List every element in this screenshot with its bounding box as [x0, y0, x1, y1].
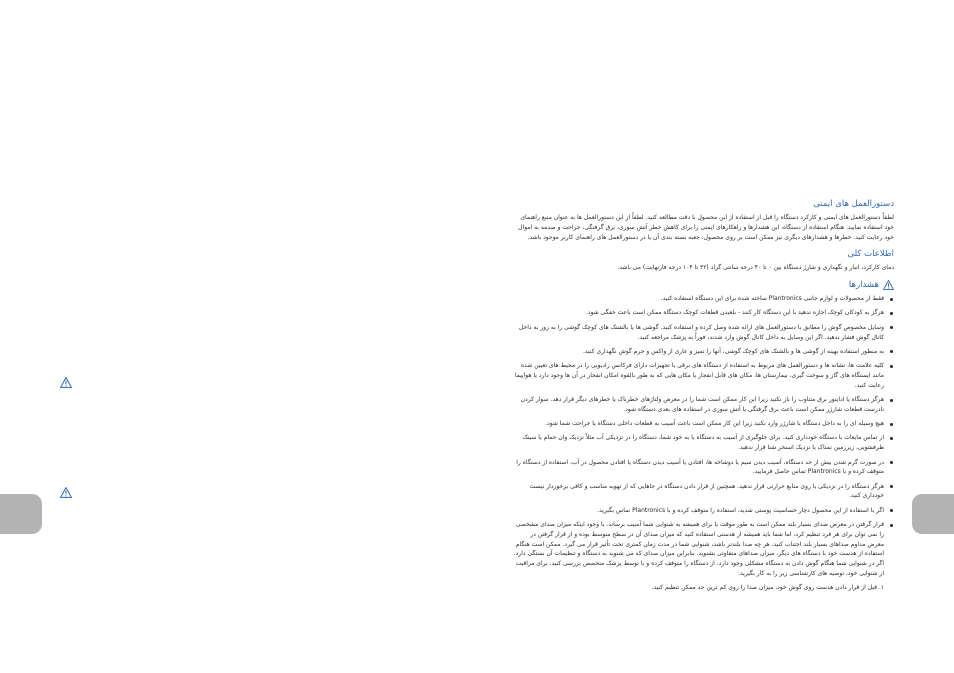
warning-item: به منظور استفاده بهینه از گوشی ها و بالشتک های کوچک گوشی، آنها را تمیز و عاری از واکس و جرم گوش نگهداری کنید. — [512, 347, 894, 357]
warning-item: هرگز دستگاه یا اداپتور برق متناوب را باز نکنید زیرا این کار ممکن است شما را در معرض ولتاژهای خطرناک یا خطرهای دیگر قرار دهد. سوار کردن نادرست قطعات شارژر ممکن است باعث برق گرفتگی یا آتش سوزی در استفاده های بعدی دستگاه شود. — [512, 395, 894, 415]
right-page-tab — [912, 494, 954, 534]
safety-intro: لطفاً دستورالعمل های ایمنی و کارکرد دستگاه را قبل از استفاده از این محصول با دقت مطالعه کنید. لطفاً از این دستورالعمل ها به عنوان منبع راهنمای خود استفاده نمایید. هنگام استفاده از دستگاه، این هشدارها و راهکارهای ایمنی را برای کاهش خطر آتش سوزی، برق گرفتگی، جراحت و صدمه به اموال خود رعایت کنید. خطرها و هشدارهای دیگری نیز ممکن است بر روی محصول، جعبه بسته بندی آن یا در دستورالعمل های راهنمای کاربر موجود باشد. — [518, 214, 894, 241]
general-text: دمای کارکرد، انبار و نگهداری و شارژ دستگاه بین ۰ تا ۴۰ درجه سانتی گراد (۳۲ تا ۱۰۴ درجه فارنهایت) می باشد. — [617, 264, 894, 272]
warning-item: فقط از محصولات و لوازم جانبی Plantronics ساخته شده برای این دستگاه استفاده کنید. — [512, 294, 894, 304]
warnings-list — [512, 294, 894, 579]
left-page-tab — [0, 494, 42, 534]
safety-heading — [512, 198, 894, 210]
warning-item: از تماس مایعات با دستگاه خودداری کنید. برای جلوگیری از آسیب به دستگاه یا به خود شما، دستگاه را در نزدیکی آب مثلاً نزدیک وان حمام یا سینک ظرفشویی، زیرزمین نمناک یا نزدیک استخر شنا قرار ندهید. — [512, 433, 894, 453]
general-heading — [512, 248, 894, 260]
warning-triangle-icon — [883, 280, 894, 290]
margin-warning-icon — [60, 377, 72, 388]
warning-item: هیچ وسیله ای را به داخل دستگاه یا شارژر وارد نکنید زیرا این کار ممکن است باعث آسیب به قطعات داخلی دستگاه یا جراحت شما شود. — [512, 419, 894, 429]
margin-warning-icon — [60, 487, 72, 498]
warning-item: هرگز به کودکان کوچک اجازه ندهید با این دستگاه کار کنند - بلعیدن قطعات کوچک دستگاه ممکن است باعث خفگی شود. — [512, 308, 894, 318]
warning-item: اگر با استفاده از این محصول دچار حساسیت پوستی شدید، استفاده را متوقف کرده و با Plantronics تماس بگیرید. — [512, 506, 894, 516]
warning-item: در صورت گرم شدن بیش از حد دستگاه، آسیب دیدن سیم یا دوشاخه ها، افتادن یا آسیب دیدن دستگاه یا افتادن محصول در آب، استفاده از دستگاه را متوقف کرده و با Plantronics تماس حاصل فرمایید. — [512, 458, 894, 478]
warning-item: قرار گرفتن در معرض صدای بسیار بلند ممکن است به طور موقت یا برای همیشه به شنوایی شما آسیب برساند. با وجود اینکه میزان صدای مشخصی را نمی توان برای هر فرد تنظیم کرد، اما شما باید همیشه از هدستی استفاده کنید که میزان صدای آن در سطح متوسط بوده و از قرار گرفتن در معرض مداوم صداهای بسیار بلند اجتناب کنید. هر چه صدا بلندتر باشد، شنوایی شما در مدت زمان کمتری تحت تأثیر قرار می گیرد. ممکن است هنگام استفاده از هدست خود با دستگاه های دیگر، میزان صداهای متفاوتی بشنوید. بنابراین میزان صدای که می شنوید به دستگاه و تنظیمات آن بستگی دارد. اگر در شنوایی شما هنگام گوش دادن به دستگاه مشکلی وجود دارد، از دستگاه را متوقف کرده و با توسط پزشک متخصص بررسی کنید. برای مراقبت از شنوایی خود، توصیه های کارشناسی زیر را به کار بگیرید: — [512, 520, 894, 579]
general-title: اطلاعات کلی — [847, 249, 894, 260]
warning-item: وسایل مخصوص گوش را مطابق با دستورالعمل های ارائه شده وصل کرده و استفاده کنید. گوشی ها یا بالشتک های کوچک گوشی را به زور به داخل کانال گوش فشار ندهید. اگر این وسایل به داخل کانال گوش وارد شدند، فوراً به پزشک مراجعه کنید. — [512, 323, 894, 343]
warning-item: هرگز دستگاه را در نزدیکی یا روی منابع حرارتی قرار ندهید. همچنین از قرار دادن دستگاه در جاهایی که از تهویه مناسب و کافی برخوردار نیست خودداری کنید. — [512, 482, 894, 502]
warnings-title: هشدارها — [848, 280, 879, 291]
hearing-tip-1: ۱. قبل از قرار دادن هدست روی گوش خود، میزان صدا را روی کم ترین حد ممکن تنظیم کنید. — [651, 584, 884, 592]
safety-title: دستورالعمل های ایمنی — [813, 199, 894, 209]
warnings-heading — [512, 279, 894, 291]
safety-instructions-column — [512, 198, 894, 593]
warning-item: کلیه علامت ها، نشانه ها و دستورالعمل های مربوط به استفاده از دستگاه های برقی یا تجهیزات دارای فرکانس رادیویی را در محیط های تعیین شده مانند ایستگاه های گاز و سوخت گیری، بیمارستان ها، مکان های قابل انفجار یا مکان هایی که به طور بالقوه امکان انفجار در آن ها وجود دارد یا هواپیما رعایت کنید. — [512, 361, 894, 390]
